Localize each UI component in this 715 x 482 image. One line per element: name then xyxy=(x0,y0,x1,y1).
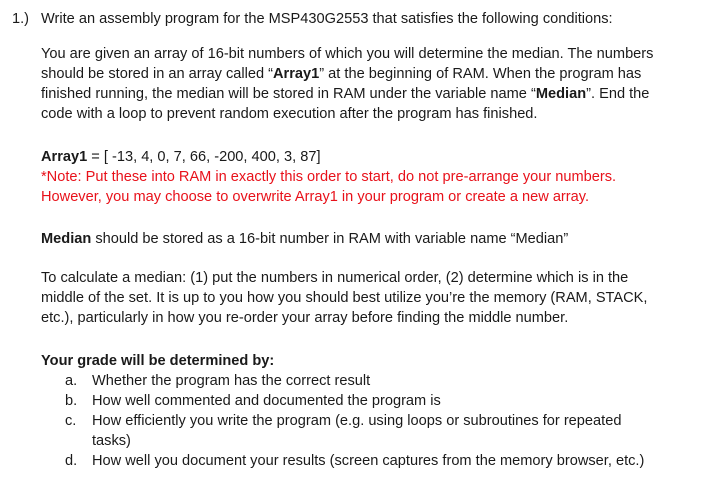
calc-line-3: etc.), particularly in how you re-order your array before finding the middle number. xyxy=(41,310,569,326)
calc-line-1: To calculate a median: (1) put the numbers in numerical order, (2) determine which is in the xyxy=(41,270,629,286)
median-line xyxy=(41,229,701,249)
intro-line-1: You are given an array of 16-bit numbers of which you will determine the median. The numbers xyxy=(41,46,654,62)
median-storage-line xyxy=(41,229,701,249)
intro-line-2-start: should be stored in an array called “ xyxy=(41,66,274,82)
grading-item-text: Whether the program has the correct result xyxy=(92,373,371,389)
grading-item xyxy=(41,411,701,451)
grading-item-marker: a. xyxy=(65,373,78,389)
grading-section xyxy=(41,351,701,471)
intro-line-3-start: finished running, the median will be stored in RAM under the variable name “ xyxy=(41,86,536,102)
array-label: Array1 xyxy=(41,149,88,165)
intro-line-2 xyxy=(41,64,701,84)
grading-item xyxy=(41,371,701,391)
array-definition xyxy=(41,147,701,207)
intro-paragraph xyxy=(41,44,701,124)
grading-item-text-cont: tasks) xyxy=(92,433,131,449)
grading-item-marker: c. xyxy=(65,413,77,429)
grading-item-marker: d. xyxy=(65,453,78,469)
grading-item-text: How well you document your results (screen captures from the memory browser, etc.) xyxy=(92,453,645,469)
array-line xyxy=(41,147,701,167)
question-number: 1.) xyxy=(12,11,30,27)
grading-item-marker: b. xyxy=(65,393,78,409)
question-header xyxy=(12,9,613,29)
question-title: Write an assembly program for the MSP430G2553 that satisfies the following conditions: xyxy=(41,11,613,27)
grading-heading xyxy=(41,351,701,371)
array-values: = [ -13, 4, 0, 7, 66, -200, 400, 3, 87] xyxy=(87,149,321,165)
calc-paragraph xyxy=(41,268,701,328)
grading-item-text: How well commented and documented the program is xyxy=(92,393,441,409)
grading-item xyxy=(41,451,701,471)
grading-heading-text: Your grade will be determined by: xyxy=(41,353,275,369)
array1-name-bold: Array1 xyxy=(273,66,320,82)
calc-line-2: middle of the set. It is up to you how you should best utilize you’re the memory (RAM, STACK, xyxy=(41,290,648,306)
median-label: Median xyxy=(41,231,92,247)
median-name-bold: Median xyxy=(535,86,587,102)
grading-item xyxy=(41,391,701,411)
median-text: should be stored as a 16-bit number in RAM with variable name “Median” xyxy=(91,231,569,247)
grading-item-text: How efficiently you write the program (e.g. using loops or subroutines for repeated xyxy=(92,413,622,429)
note-line-2: However, you may choose to overwrite Array1 in your program or create a new array. xyxy=(41,189,590,205)
intro-line-4: code with a loop to prevent random execution after the program has finished. xyxy=(41,106,538,122)
intro-line-2-end: ” at the beginning of RAM. When the program has xyxy=(319,66,642,82)
intro-line-3 xyxy=(41,84,701,104)
note-line-1: *Note: Put these into RAM in exactly this order to start, do not pre-arrange your numbers. xyxy=(41,169,617,185)
intro-line-3-end: ”. End the xyxy=(586,86,650,102)
